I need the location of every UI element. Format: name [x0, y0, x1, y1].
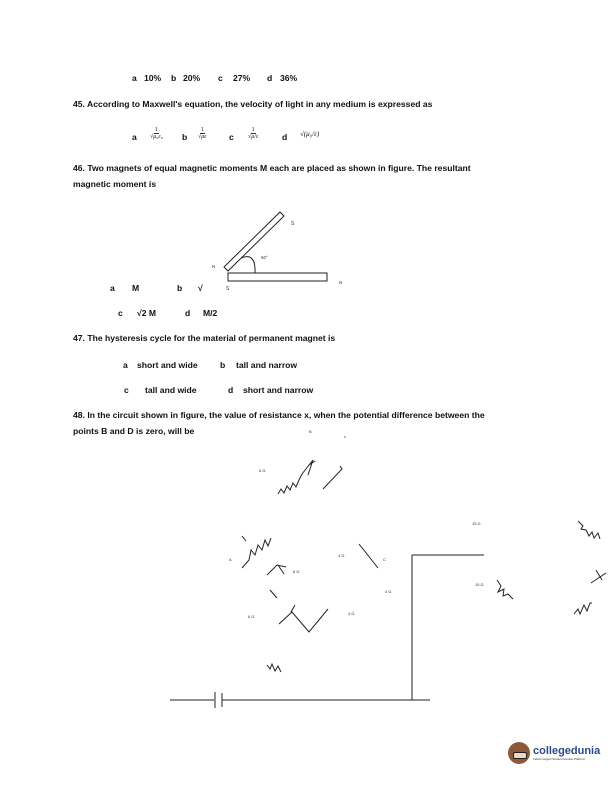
- magnet-label-s-left: S: [226, 286, 230, 292]
- resistor-right-bottom: [574, 603, 592, 614]
- resistor-label: 15 Ω: [475, 582, 484, 587]
- logo-tagline: India's largest Student Review Platform: [533, 757, 586, 761]
- option-value: short and narrow: [243, 385, 314, 395]
- magnet-label-s: S: [291, 221, 295, 227]
- option-letter: b: [220, 360, 226, 370]
- option-value: M/2: [203, 308, 218, 318]
- magnet-label-n-left: N: [212, 264, 216, 269]
- mascot-icon: [508, 742, 530, 764]
- logo-name: collegedunia: [533, 745, 601, 757]
- horizontal-magnet: [228, 273, 327, 281]
- resistor-label: 6 Ω: [293, 569, 300, 574]
- option-letter: c: [229, 132, 234, 142]
- option-letter: b: [171, 73, 177, 83]
- option-letter: c: [218, 73, 223, 83]
- resistor-15-ohm: [497, 580, 513, 599]
- resistor-label: 15 Ω: [472, 521, 481, 526]
- option-letter: b: [177, 283, 183, 293]
- option-letter: c: [118, 308, 123, 318]
- option-letter: d: [228, 385, 234, 395]
- option-value: 10%: [144, 73, 162, 83]
- option-letter: a: [110, 283, 115, 293]
- fraction-numerator: 1: [154, 127, 158, 133]
- circuit-label-x: x: [344, 434, 346, 439]
- option-value: √2 M: [137, 308, 157, 318]
- question-48-line2: points B and D is zero, will be: [73, 426, 195, 436]
- option-value: tall and narrow: [236, 360, 298, 370]
- resistor-label: 4 Ω: [348, 611, 355, 616]
- magnet-figure: [224, 212, 327, 281]
- option-letter: c: [124, 385, 129, 395]
- question-46-line1: 46. Two magnets of equal magnetic moments M each are placed as shown in figure. The resultant: [73, 163, 471, 173]
- circuit-label-b: B: [309, 429, 312, 434]
- question-48-line1: 48. In the circuit shown in figure, the value of resistance x, when the potential difference between the: [73, 410, 485, 420]
- fraction-numerator: 1: [200, 127, 204, 133]
- collegedunia-logo: [508, 742, 600, 764]
- option-expression: √(μ₀/ε): [300, 130, 320, 138]
- option-letter: d: [185, 308, 191, 318]
- option-letter: d: [282, 132, 288, 142]
- magnet-label-n-right: N: [339, 280, 343, 285]
- angle-label: 60°: [261, 255, 268, 260]
- option-letter: a: [132, 132, 137, 142]
- option-value: M: [132, 283, 140, 293]
- option-letter: b: [182, 132, 188, 142]
- resistor-label: 6 Ω: [259, 468, 266, 473]
- option-value: √: [198, 283, 203, 293]
- option-letter: a: [132, 73, 137, 83]
- circuit-label-a: A: [229, 557, 232, 562]
- resistor-label: 4 Ω: [338, 553, 345, 558]
- fraction-numerator: 1: [251, 127, 255, 133]
- resistor-right-top: [578, 521, 600, 539]
- option-value: tall and wide: [145, 385, 197, 395]
- resistor-a: [242, 538, 271, 568]
- option-value: short and wide: [137, 360, 198, 370]
- fraction-denominator: √μ/ε: [248, 134, 259, 140]
- resistor-small: [267, 664, 281, 672]
- resistor-label: 4 Ω: [385, 589, 392, 594]
- fraction-denominator: √μ₀ε₀: [150, 134, 163, 140]
- wire-c: [359, 544, 378, 568]
- option-value: 20%: [183, 73, 201, 83]
- fraction-denominator: √με: [198, 134, 207, 140]
- option-letter: a: [123, 360, 128, 370]
- option-letter: d: [267, 73, 273, 83]
- option-value: 27%: [233, 73, 251, 83]
- question-47-text: 47. The hysteresis cycle for the material of permanent magnet is: [73, 333, 336, 343]
- angle-arc: [241, 257, 255, 273]
- question-46-line2: magnetic moment is: [73, 179, 157, 189]
- circuit-figure: [170, 460, 606, 708]
- resistor-6-ohm: [278, 460, 313, 494]
- resistor-label: 6 Ω: [248, 614, 255, 619]
- option-value: 36%: [280, 73, 298, 83]
- question-45-text: 45. According to Maxwell's equation, the velocity of light in any medium is expressed as: [73, 99, 433, 109]
- circuit-label-c: C: [383, 557, 386, 562]
